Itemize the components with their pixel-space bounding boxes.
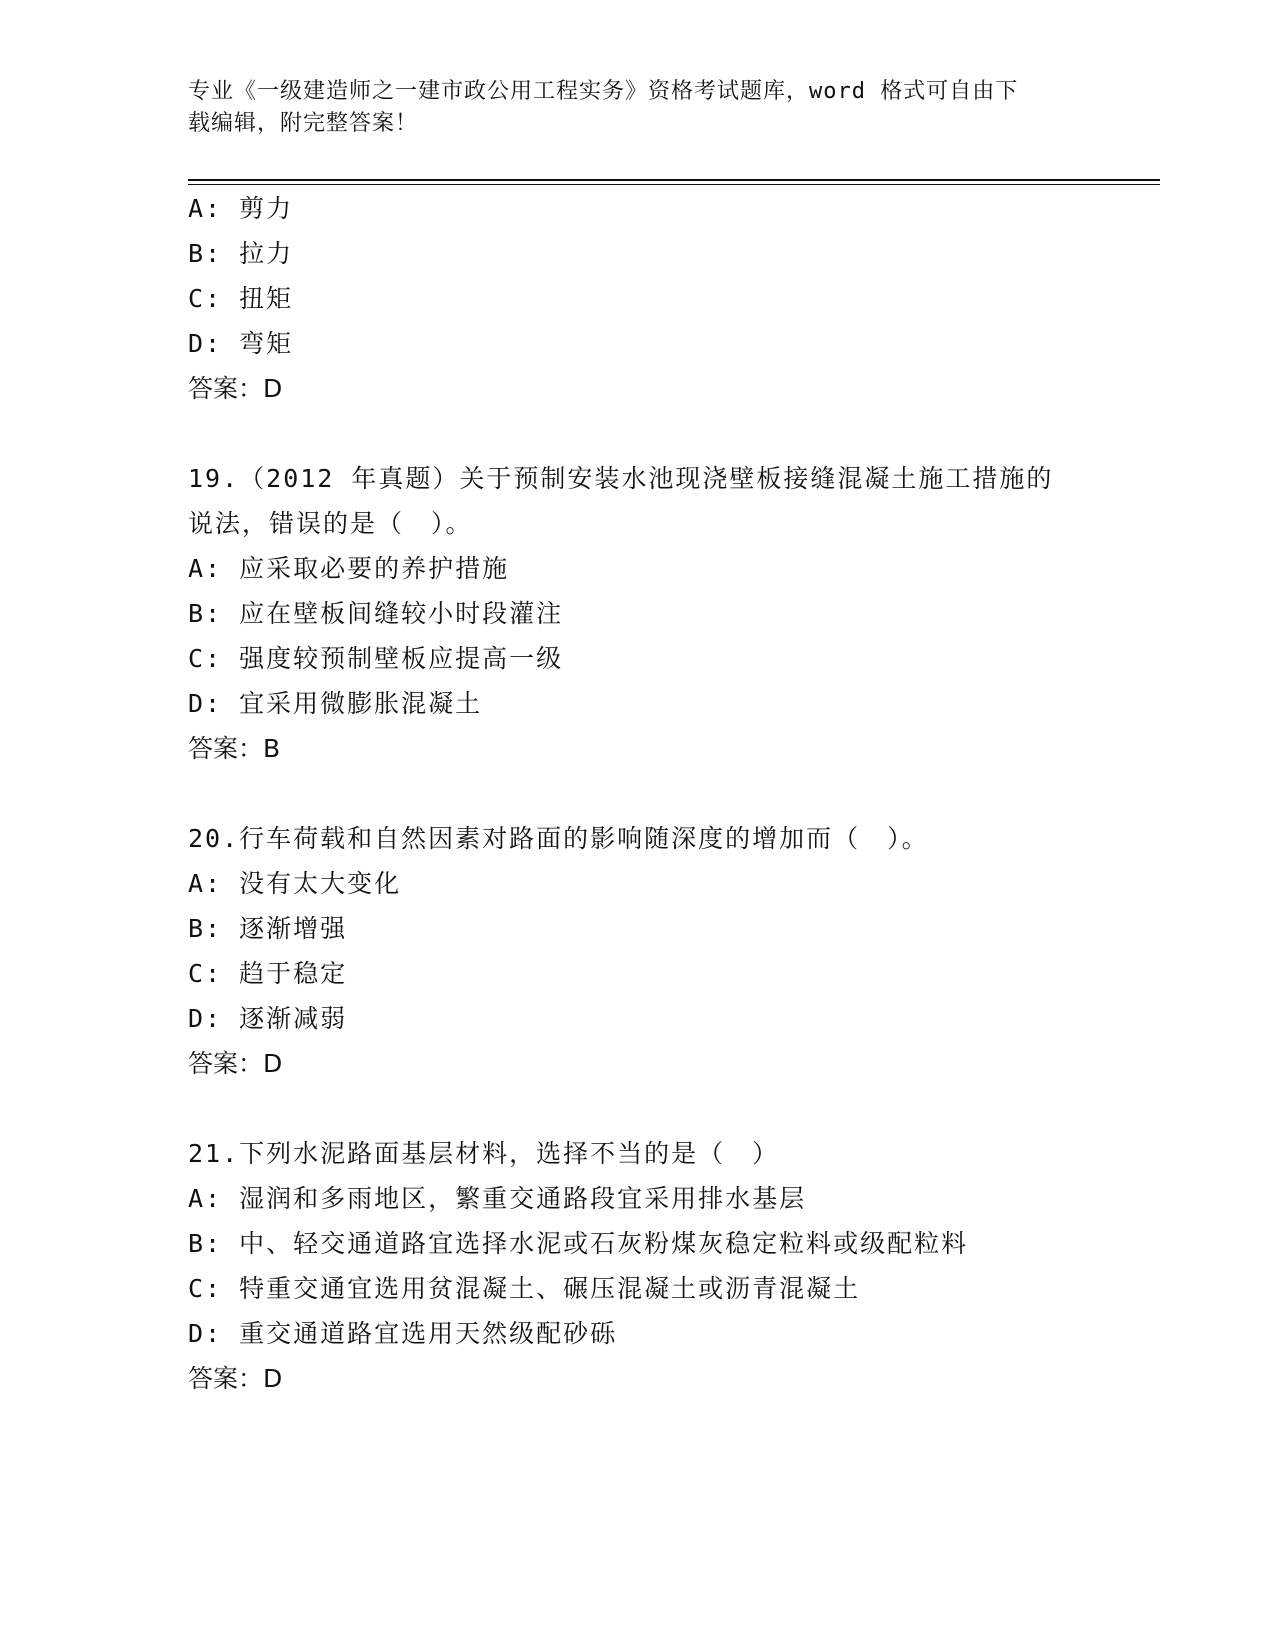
header-rule-thin — [188, 184, 1160, 185]
q21-option-b: B: 中、轻交通道路宜选择水泥或石灰粉煤灰稳定粒料或级配粒料 — [188, 1229, 969, 1258]
q20-option-d: D: 逐渐减弱 — [188, 1004, 348, 1033]
q19-option-a: A: 应采取必要的养护措施 — [188, 554, 510, 583]
q19-option-c: C: 强度较预制壁板应提高一级 — [188, 644, 564, 673]
q19-stem-line-1: 19.（2012 年真题）关于预制安装水池现浇壁板接缝混凝土施工措施的 — [188, 464, 1054, 493]
q18-option-c: C: 扭矩 — [188, 284, 294, 313]
q21-option-a: A: 湿润和多雨地区，繁重交通路段宜采用排水基层 — [188, 1184, 807, 1213]
q20-answer: 答案：D — [188, 1049, 283, 1078]
q19-answer: 答案：B — [188, 734, 281, 763]
q18-option-b: B: 拉力 — [188, 239, 294, 268]
document-header — [188, 76, 1088, 140]
q19-stem-line-2: 说法，错误的是（ ）。 — [188, 509, 473, 538]
q19-option-d: D: 宜采用微膨胀混凝土 — [188, 689, 483, 718]
q21-option-c: C: 特重交通宜选用贫混凝土、碾压混凝土或沥青混凝土 — [188, 1274, 861, 1303]
q19-option-b: B: 应在壁板间缝较小时段灌注 — [188, 599, 564, 628]
q20-stem: 20.行车荷载和自然因素对路面的影响随深度的增加而（ ）。 — [188, 824, 929, 853]
q21-stem: 21.下列水泥路面基层材料，选择不当的是（ ） — [188, 1139, 780, 1168]
q20-option-b: B: 逐渐增强 — [188, 914, 348, 943]
q18-answer: 答案：D — [188, 374, 283, 403]
q21-option-d: D: 重交通道路宜选用天然级配砂砾 — [188, 1319, 618, 1348]
q20-option-a: A: 没有太大变化 — [188, 869, 402, 898]
q18-option-a: A: 剪力 — [188, 194, 294, 223]
q18-option-d: D: 弯矩 — [188, 329, 294, 358]
header-line-2: 载编辑，附完整答案！ — [188, 111, 419, 136]
header-rule-thick — [188, 179, 1160, 181]
q21-answer: 答案：D — [188, 1364, 283, 1393]
header-line-1: 专业《一级建造师之一建市政公用工程实务》资格考试题库，word 格式可自由下 — [188, 79, 1019, 104]
q20-option-c: C: 趋于稳定 — [188, 959, 348, 988]
